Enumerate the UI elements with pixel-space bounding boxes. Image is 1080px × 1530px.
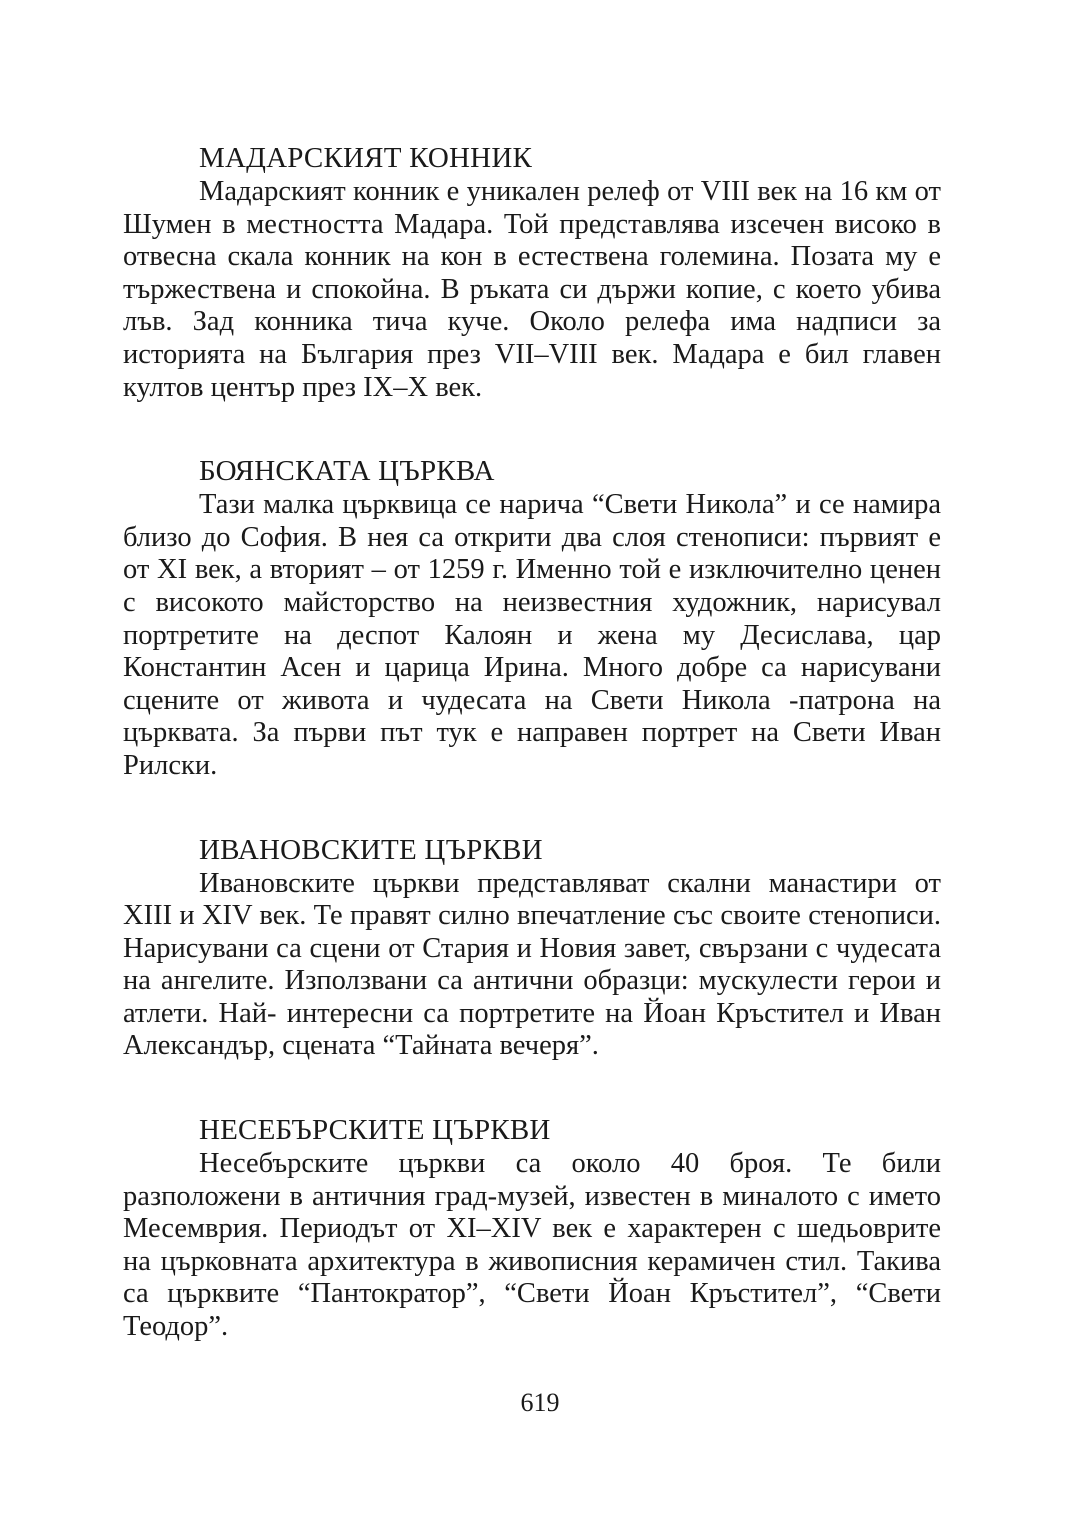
section-heading: МАДАРСКИЯТ КОННИК xyxy=(199,142,533,174)
section-boyana-church xyxy=(123,453,941,782)
section-madara-horseman xyxy=(123,140,941,404)
section-heading: БОЯНСКАТА ЦЪРКВА xyxy=(199,455,495,488)
section-paragraph: Несебърските църкви са около 40 броя. Те били разположени в античния град-музей, известен в миналото с името Месемврия. Периодът от XI–XIV век е характерен с шедьоврите на църковната архитектура в живописния керамичен стил. Такива са църквите “Пантократор”, “Свети Йоан Кръстител”, “Свети Теодор”. xyxy=(123,1148,941,1343)
section-paragraph: Тази малка църквица се нарича “Свети Никола” и се намира близо до София. В нея са открити два слоя стенописи: първият е от XI век, а вторият – от 1259 г. Именно той е изключително ценен с високото майсторство на неизвестния художник, нарисувал портретите на деспот Калоян и жена му Десислава, цар Константин Асен и царица Ирина. Много добре са нарисувани сцените от живота и чудесата на Свети Никола -патрона на църквата. За първи път тук е направен портрет на Свети Иван Рилски. xyxy=(123,489,941,781)
section-ivanovo-churches xyxy=(123,832,941,1064)
section-nessebar-churches xyxy=(123,1112,941,1344)
section-paragraph: Ивановските църкви представляват скални манастири от XIII и XIV век. Те правят силно впечатление със своите стенописи. Нарисувани са сцени от Стария и Новия завет, свързани с чудесата на ангелите. Използвани са антични образци: мускулести герои и атлети. Най- интересни са портретите на Йоан Кръстител и Иван Александър, сцената “Тайната вечеря”. xyxy=(123,867,941,1062)
section-heading: ИВАНОВСКИТЕ ЦЪРКВИ xyxy=(199,833,543,866)
page-number: 619 xyxy=(520,1388,560,1417)
section-paragraph: Мадарският конник е уникален релеф от VIII век на 16 км от Шумен в местността Мадара. Той представлява изсечен високо в отвесна скала конник на кон в естествена големина. Позата му е тържествена и спокойна. В ръката си държи копие, с което убива лъв. Зад конника тича куче. Около релефа има надписи за историята на България през VII–VIII век. Мадара е бил главен култов център през IX–X век. xyxy=(123,176,941,403)
page-body xyxy=(123,140,941,1393)
section-heading: НЕСЕБЪРСКИТЕ ЦЪРКВИ xyxy=(199,1114,551,1147)
